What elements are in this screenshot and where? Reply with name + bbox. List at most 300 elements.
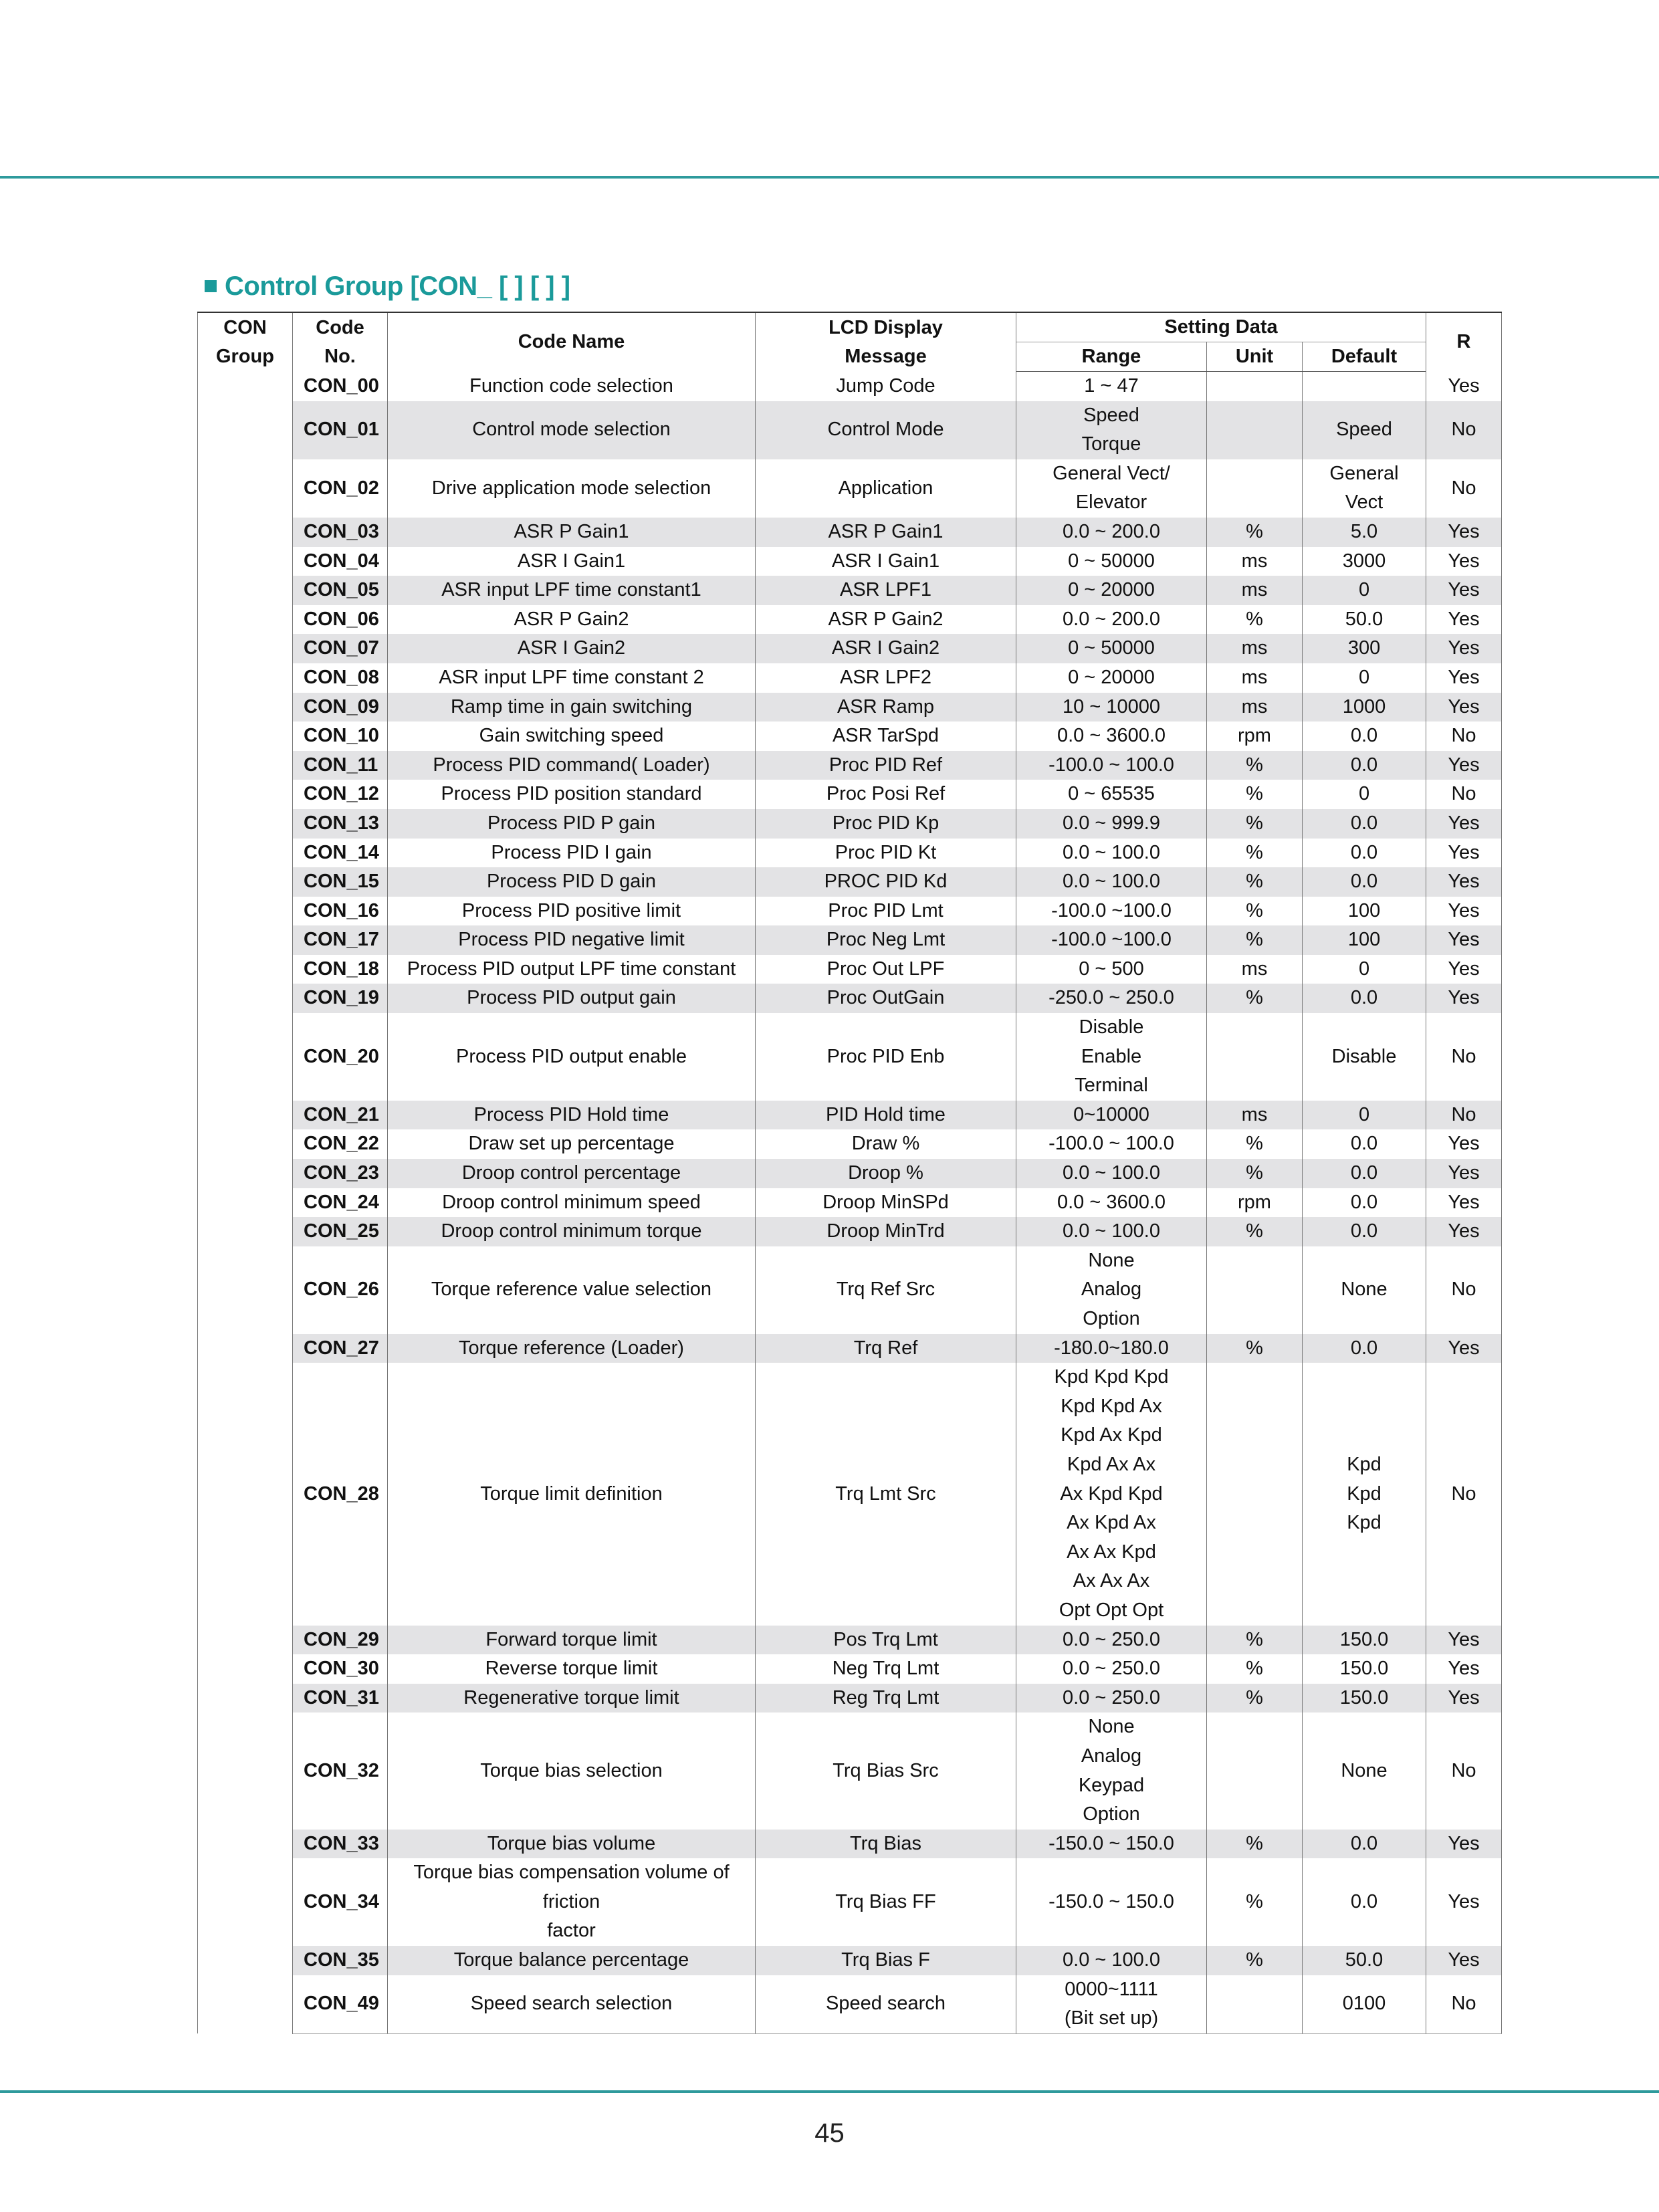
default-line: 0 bbox=[1358, 958, 1370, 980]
unit-cell: % bbox=[1207, 1654, 1303, 1684]
code-name-line: ASR I Gain2 bbox=[517, 637, 626, 659]
code-name-line: Process PID Hold time bbox=[473, 1103, 669, 1125]
unit-cell: % bbox=[1207, 1217, 1303, 1246]
range-line: 0 ~ 50000 bbox=[1068, 550, 1155, 572]
r-cell: Yes bbox=[1426, 1129, 1502, 1159]
r-cell: Yes bbox=[1426, 1946, 1502, 1975]
lcd-message-cell: Jump Code bbox=[756, 372, 1016, 401]
table-row bbox=[198, 1654, 1502, 1684]
range-line: General Vect/ bbox=[1053, 462, 1170, 484]
r-cell: Yes bbox=[1426, 809, 1502, 839]
range-cell bbox=[1016, 1684, 1207, 1713]
table-row bbox=[198, 1013, 1502, 1101]
top-rule bbox=[0, 176, 1659, 179]
lcd-message-cell: Proc PID Kp bbox=[756, 809, 1016, 839]
unit-cell bbox=[1207, 372, 1303, 401]
range-line: 0 ~ 50000 bbox=[1068, 637, 1155, 659]
table-row bbox=[198, 1684, 1502, 1713]
default-line: 0.0 bbox=[1350, 754, 1378, 776]
code-name-line: Forward torque limit bbox=[485, 1628, 657, 1650]
default-cell bbox=[1303, 547, 1426, 576]
default-cell bbox=[1303, 839, 1426, 868]
code-name-line: Droop control minimum torque bbox=[441, 1220, 702, 1242]
header-default: Default bbox=[1303, 342, 1426, 372]
unit-cell: ms bbox=[1207, 663, 1303, 693]
default-cell bbox=[1303, 1975, 1426, 2034]
code-name-line: Process PID output LPF time constant bbox=[407, 958, 736, 980]
r-cell: No bbox=[1426, 1013, 1502, 1101]
range-line: -150.0 ~ 150.0 bbox=[1048, 1832, 1174, 1854]
code-cell: CON_33 bbox=[293, 1830, 388, 1859]
range-line: 0.0 ~ 250.0 bbox=[1063, 1686, 1160, 1708]
default-cell bbox=[1303, 1363, 1426, 1625]
range-line: 0 ~ 500 bbox=[1079, 958, 1144, 980]
default-line: 0.0 bbox=[1350, 1191, 1378, 1213]
range-line: 0.0 ~ 100.0 bbox=[1063, 1949, 1160, 1971]
table-row bbox=[198, 663, 1502, 693]
range-line: Torque bbox=[1081, 433, 1141, 455]
range-line: None bbox=[1088, 1249, 1135, 1271]
range-line: -100.0 ~ 100.0 bbox=[1048, 754, 1174, 776]
r-cell: Yes bbox=[1426, 1159, 1502, 1188]
header-range: Range bbox=[1016, 342, 1207, 372]
range-cell bbox=[1016, 1858, 1207, 1946]
unit-cell: ms bbox=[1207, 955, 1303, 984]
default-cell bbox=[1303, 372, 1426, 401]
section-heading bbox=[205, 266, 570, 306]
code-name-cell bbox=[388, 576, 756, 605]
range-line: Ax Kpd Kpd bbox=[1060, 1482, 1163, 1505]
code-cell: CON_31 bbox=[293, 1684, 388, 1713]
default-line: 100 bbox=[1347, 929, 1381, 951]
range-line: 0 ~ 20000 bbox=[1068, 579, 1155, 601]
range-cell bbox=[1016, 401, 1207, 459]
default-line: 0.0 bbox=[1350, 1337, 1378, 1359]
range-line: Kpd Ax Kpd bbox=[1061, 1424, 1162, 1446]
range-line: 0.0 ~ 100.0 bbox=[1063, 841, 1160, 863]
table-body bbox=[198, 372, 1502, 2034]
r-cell: Yes bbox=[1426, 955, 1502, 984]
range-line: None bbox=[1088, 1716, 1135, 1738]
code-cell: CON_27 bbox=[293, 1334, 388, 1363]
header-con-group bbox=[198, 312, 293, 372]
default-line: 0.0 bbox=[1350, 812, 1378, 834]
r-cell: No bbox=[1426, 1246, 1502, 1334]
code-cell: CON_22 bbox=[293, 1129, 388, 1159]
range-line: -100.0 ~100.0 bbox=[1051, 899, 1172, 921]
lcd-message-cell: ASR I Gain1 bbox=[756, 547, 1016, 576]
range-cell bbox=[1016, 693, 1207, 722]
header-setting-data: Setting Data bbox=[1016, 312, 1426, 342]
bottom-rule bbox=[0, 2090, 1659, 2093]
range-line: 0.0 ~ 250.0 bbox=[1063, 1658, 1160, 1680]
bullet-square-icon bbox=[205, 280, 217, 292]
r-cell: Yes bbox=[1426, 518, 1502, 547]
lcd-message-cell: Draw % bbox=[756, 1129, 1016, 1159]
code-name-line: Torque bias volume bbox=[487, 1832, 656, 1854]
r-cell: Yes bbox=[1426, 547, 1502, 576]
r-cell: Yes bbox=[1426, 1684, 1502, 1713]
range-line: Analog bbox=[1081, 1745, 1142, 1767]
code-name-cell bbox=[388, 1159, 756, 1188]
range-line: -250.0 ~ 250.0 bbox=[1048, 987, 1174, 1009]
code-name-line: factor bbox=[547, 1920, 596, 1942]
range-line: 0.0 ~ 100.0 bbox=[1063, 871, 1160, 893]
code-cell: CON_00 bbox=[293, 372, 388, 401]
header-code-no-line1: Code bbox=[316, 316, 364, 338]
default-line: 100 bbox=[1347, 899, 1381, 921]
default-cell bbox=[1303, 518, 1426, 547]
range-cell bbox=[1016, 809, 1207, 839]
code-name-line: Droop control percentage bbox=[461, 1162, 681, 1184]
lcd-message-cell: PID Hold time bbox=[756, 1101, 1016, 1130]
r-cell: Yes bbox=[1426, 576, 1502, 605]
unit-cell: % bbox=[1207, 780, 1303, 809]
code-cell: CON_24 bbox=[293, 1188, 388, 1218]
code-name-line: ASR input LPF time constant 2 bbox=[439, 666, 704, 688]
default-line: 0.0 bbox=[1350, 1162, 1378, 1184]
code-name-cell bbox=[388, 605, 756, 635]
default-cell bbox=[1303, 1129, 1426, 1159]
code-name-cell bbox=[388, 1975, 756, 2034]
default-cell bbox=[1303, 663, 1426, 693]
code-name-cell bbox=[388, 547, 756, 576]
default-line: None bbox=[1341, 1759, 1388, 1781]
code-name-line: Torque limit definition bbox=[480, 1482, 663, 1505]
code-name-line: ASR P Gain2 bbox=[514, 608, 629, 630]
default-cell bbox=[1303, 576, 1426, 605]
default-cell bbox=[1303, 1830, 1426, 1859]
default-line: 150.0 bbox=[1339, 1686, 1389, 1708]
code-cell: CON_26 bbox=[293, 1246, 388, 1334]
code-cell: CON_14 bbox=[293, 839, 388, 868]
header-lcd-line1: LCD Display bbox=[828, 316, 943, 338]
range-line: Kpd Ax Ax bbox=[1067, 1453, 1156, 1475]
r-cell: Yes bbox=[1426, 867, 1502, 897]
table-row bbox=[198, 1626, 1502, 1655]
table-row bbox=[198, 1858, 1502, 1946]
code-cell: CON_03 bbox=[293, 518, 388, 547]
default-cell bbox=[1303, 984, 1426, 1013]
default-cell bbox=[1303, 897, 1426, 926]
table-row bbox=[198, 576, 1502, 605]
default-line: 0 bbox=[1358, 1103, 1370, 1125]
r-cell: No bbox=[1426, 722, 1502, 751]
code-cell: CON_20 bbox=[293, 1013, 388, 1101]
table-row bbox=[198, 1101, 1502, 1130]
default-line: 150.0 bbox=[1339, 1628, 1389, 1650]
code-cell: CON_19 bbox=[293, 984, 388, 1013]
r-cell: Yes bbox=[1426, 897, 1502, 926]
code-name-line: Ramp time in gain switching bbox=[450, 695, 693, 717]
range-cell bbox=[1016, 1975, 1207, 2034]
table-row bbox=[198, 1363, 1502, 1625]
code-name-line: Process PID D gain bbox=[486, 871, 657, 893]
default-line: 50.0 bbox=[1345, 608, 1384, 630]
section-title: Control Group [CON_ [ ] [ ] ] bbox=[225, 271, 570, 301]
table-row bbox=[198, 1159, 1502, 1188]
lcd-message-cell: Trq Bias Src bbox=[756, 1712, 1016, 1829]
code-name-line: Regenerative torque limit bbox=[463, 1686, 679, 1708]
default-cell bbox=[1303, 1858, 1426, 1946]
range-cell bbox=[1016, 605, 1207, 635]
range-cell bbox=[1016, 372, 1207, 401]
header-code-name: Code Name bbox=[388, 312, 756, 372]
table-row bbox=[198, 955, 1502, 984]
code-name-cell bbox=[388, 1858, 756, 1946]
default-line: Kpd bbox=[1347, 1512, 1381, 1534]
default-line: 5.0 bbox=[1350, 520, 1378, 542]
default-cell bbox=[1303, 1101, 1426, 1130]
code-cell: CON_29 bbox=[293, 1626, 388, 1655]
range-line: Option bbox=[1083, 1803, 1140, 1826]
default-line: Kpd bbox=[1347, 1482, 1381, 1505]
range-cell bbox=[1016, 1830, 1207, 1859]
default-cell bbox=[1303, 867, 1426, 897]
header-con-group-line1: CON bbox=[223, 316, 267, 338]
control-group-table bbox=[197, 312, 1502, 2034]
r-cell: Yes bbox=[1426, 1626, 1502, 1655]
unit-cell: % bbox=[1207, 1684, 1303, 1713]
table-row bbox=[198, 839, 1502, 868]
unit-cell: % bbox=[1207, 1626, 1303, 1655]
default-cell bbox=[1303, 1626, 1426, 1655]
lcd-message-cell: ASR P Gain1 bbox=[756, 518, 1016, 547]
unit-cell: % bbox=[1207, 751, 1303, 780]
range-line: Option bbox=[1083, 1308, 1140, 1329]
code-name-cell bbox=[388, 1217, 756, 1246]
r-cell: Yes bbox=[1426, 925, 1502, 955]
default-line: General bbox=[1329, 462, 1399, 484]
unit-cell: % bbox=[1207, 809, 1303, 839]
code-name-cell bbox=[388, 867, 756, 897]
header-code-no bbox=[293, 312, 388, 372]
range-line: Analog bbox=[1081, 1279, 1142, 1301]
code-name-cell bbox=[388, 722, 756, 751]
default-cell bbox=[1303, 634, 1426, 663]
r-cell: No bbox=[1426, 459, 1502, 518]
table-row bbox=[198, 897, 1502, 926]
code-cell: CON_04 bbox=[293, 547, 388, 576]
default-cell bbox=[1303, 401, 1426, 459]
range-cell bbox=[1016, 1712, 1207, 1829]
default-line: 0.0 bbox=[1350, 1832, 1378, 1854]
code-name-line: Process PID I gain bbox=[491, 841, 652, 863]
range-line: Kpd Kpd Kpd bbox=[1054, 1366, 1169, 1388]
lcd-message-cell: Control Mode bbox=[756, 401, 1016, 459]
r-cell: Yes bbox=[1426, 634, 1502, 663]
unit-cell bbox=[1207, 459, 1303, 518]
range-cell bbox=[1016, 1013, 1207, 1101]
code-cell: CON_01 bbox=[293, 401, 388, 459]
range-line: Elevator bbox=[1075, 491, 1147, 514]
table-row bbox=[198, 518, 1502, 547]
range-line: Ax Ax Ax bbox=[1073, 1570, 1150, 1592]
lcd-message-cell: ASR TarSpd bbox=[756, 722, 1016, 751]
default-cell bbox=[1303, 1159, 1426, 1188]
code-name-line: Control mode selection bbox=[472, 419, 671, 441]
lcd-message-cell: Droop MinTrd bbox=[756, 1217, 1016, 1246]
default-line: 0 bbox=[1358, 579, 1370, 601]
default-cell bbox=[1303, 809, 1426, 839]
range-line: (Bit set up) bbox=[1064, 2007, 1159, 2029]
header-code-no-line2: No. bbox=[324, 345, 356, 367]
default-line: 0 bbox=[1358, 666, 1370, 688]
lcd-message-cell: ASR Ramp bbox=[756, 693, 1016, 722]
lcd-message-cell: ASR I Gain2 bbox=[756, 634, 1016, 663]
range-line: Ax Kpd Ax bbox=[1067, 1512, 1156, 1534]
code-name-cell bbox=[388, 459, 756, 518]
code-cell: CON_28 bbox=[293, 1363, 388, 1625]
table-row bbox=[198, 1975, 1502, 2034]
code-cell: CON_02 bbox=[293, 459, 388, 518]
r-cell: Yes bbox=[1426, 1188, 1502, 1218]
r-cell: No bbox=[1426, 1101, 1502, 1130]
default-cell bbox=[1303, 693, 1426, 722]
code-name-cell bbox=[388, 1188, 756, 1218]
code-name-cell bbox=[388, 518, 756, 547]
range-line: 0~10000 bbox=[1073, 1103, 1149, 1125]
code-name-cell bbox=[388, 1129, 756, 1159]
r-cell: Yes bbox=[1426, 1654, 1502, 1684]
r-cell: Yes bbox=[1426, 1217, 1502, 1246]
code-name-cell bbox=[388, 839, 756, 868]
code-cell: CON_30 bbox=[293, 1654, 388, 1684]
code-name-cell bbox=[388, 897, 756, 926]
default-cell bbox=[1303, 1654, 1426, 1684]
range-cell bbox=[1016, 1101, 1207, 1130]
unit-cell: % bbox=[1207, 925, 1303, 955]
lcd-message-cell: Proc OutGain bbox=[756, 984, 1016, 1013]
lcd-message-cell: ASR LPF1 bbox=[756, 576, 1016, 605]
code-cell: CON_05 bbox=[293, 576, 388, 605]
default-cell bbox=[1303, 1712, 1426, 1829]
default-line: 0.0 bbox=[1350, 841, 1378, 863]
code-name-cell bbox=[388, 1013, 756, 1101]
code-cell: CON_15 bbox=[293, 867, 388, 897]
code-name-cell bbox=[388, 401, 756, 459]
range-line: 10 ~ 10000 bbox=[1063, 695, 1160, 717]
unit-cell: ms bbox=[1207, 634, 1303, 663]
con-group-cell bbox=[198, 372, 293, 2034]
code-name-line: Drive application mode selection bbox=[431, 477, 711, 499]
lcd-message-cell: Proc Neg Lmt bbox=[756, 925, 1016, 955]
range-line: 0 ~ 20000 bbox=[1068, 666, 1155, 688]
range-line: 0 ~ 65535 bbox=[1068, 783, 1155, 805]
range-line: Opt Opt Opt bbox=[1059, 1599, 1164, 1621]
code-name-line: Torque balance percentage bbox=[453, 1949, 689, 1971]
code-cell: CON_34 bbox=[293, 1858, 388, 1946]
code-name-cell bbox=[388, 1246, 756, 1334]
code-cell: CON_35 bbox=[293, 1946, 388, 1975]
code-cell: CON_06 bbox=[293, 605, 388, 635]
table-row bbox=[198, 1188, 1502, 1218]
r-cell: Yes bbox=[1426, 751, 1502, 780]
range-cell bbox=[1016, 459, 1207, 518]
range-cell bbox=[1016, 1129, 1207, 1159]
code-name-line: Function code selection bbox=[469, 374, 673, 397]
range-line: Keypad bbox=[1078, 1774, 1145, 1796]
range-line: 0.0 ~ 250.0 bbox=[1063, 1628, 1160, 1650]
range-line: Ax Ax Kpd bbox=[1067, 1541, 1156, 1563]
code-name-cell bbox=[388, 372, 756, 401]
r-cell: Yes bbox=[1426, 605, 1502, 635]
code-cell: CON_17 bbox=[293, 925, 388, 955]
r-cell: Yes bbox=[1426, 984, 1502, 1013]
range-line: Disable bbox=[1079, 1016, 1144, 1038]
default-line: None bbox=[1341, 1279, 1388, 1301]
code-name-line: Process PID output gain bbox=[467, 987, 676, 1009]
unit-cell: % bbox=[1207, 984, 1303, 1013]
default-line: 0.0 bbox=[1350, 725, 1378, 747]
code-cell: CON_32 bbox=[293, 1712, 388, 1829]
header-unit: Unit bbox=[1207, 342, 1303, 372]
unit-cell bbox=[1207, 1712, 1303, 1829]
code-name-line: Process PID negative limit bbox=[458, 929, 685, 951]
code-name-line: Process PID command( Loader) bbox=[433, 754, 710, 776]
default-cell bbox=[1303, 459, 1426, 518]
range-line: Enable bbox=[1081, 1045, 1142, 1067]
unit-cell bbox=[1207, 1013, 1303, 1101]
default-line: 50.0 bbox=[1345, 1949, 1384, 1971]
default-cell bbox=[1303, 1684, 1426, 1713]
code-name-cell bbox=[388, 925, 756, 955]
r-cell: Yes bbox=[1426, 839, 1502, 868]
range-cell bbox=[1016, 663, 1207, 693]
unit-cell bbox=[1207, 1246, 1303, 1334]
range-line: 0.0 ~ 200.0 bbox=[1063, 520, 1160, 542]
default-cell bbox=[1303, 1188, 1426, 1218]
range-line: -180.0~180.0 bbox=[1054, 1337, 1169, 1359]
unit-cell: % bbox=[1207, 839, 1303, 868]
default-line: 1000 bbox=[1342, 695, 1386, 717]
code-name-line: Torque reference value selection bbox=[431, 1279, 712, 1301]
code-name-line: Droop control minimum speed bbox=[442, 1191, 701, 1213]
lcd-message-cell: ASR LPF2 bbox=[756, 663, 1016, 693]
code-name-line: Process PID position standard bbox=[441, 783, 702, 805]
table-row bbox=[198, 1217, 1502, 1246]
code-name-cell bbox=[388, 1626, 756, 1655]
default-cell bbox=[1303, 1946, 1426, 1975]
table-row bbox=[198, 984, 1502, 1013]
code-cell: CON_07 bbox=[293, 634, 388, 663]
code-name-line: Torque bias selection bbox=[480, 1759, 663, 1781]
r-cell: Yes bbox=[1426, 1830, 1502, 1859]
code-name-line: Process PID positive limit bbox=[461, 899, 681, 921]
unit-cell: ms bbox=[1207, 693, 1303, 722]
lcd-message-cell: Proc PID Lmt bbox=[756, 897, 1016, 926]
unit-cell: rpm bbox=[1207, 1188, 1303, 1218]
lcd-message-cell: Reg Trq Lmt bbox=[756, 1684, 1016, 1713]
unit-cell: % bbox=[1207, 518, 1303, 547]
unit-cell: % bbox=[1207, 1159, 1303, 1188]
range-cell bbox=[1016, 547, 1207, 576]
range-cell bbox=[1016, 576, 1207, 605]
table-row bbox=[198, 634, 1502, 663]
range-cell bbox=[1016, 1654, 1207, 1684]
unit-cell: % bbox=[1207, 1830, 1303, 1859]
table-row bbox=[198, 1830, 1502, 1859]
unit-cell bbox=[1207, 401, 1303, 459]
default-line: 150.0 bbox=[1339, 1658, 1389, 1680]
default-line: 0100 bbox=[1342, 1993, 1386, 2015]
default-line: Vect bbox=[1345, 491, 1384, 514]
code-name-cell bbox=[388, 1946, 756, 1975]
range-cell bbox=[1016, 984, 1207, 1013]
code-name-cell bbox=[388, 955, 756, 984]
r-cell: Yes bbox=[1426, 1858, 1502, 1946]
code-name-line: ASR I Gain1 bbox=[517, 550, 626, 572]
